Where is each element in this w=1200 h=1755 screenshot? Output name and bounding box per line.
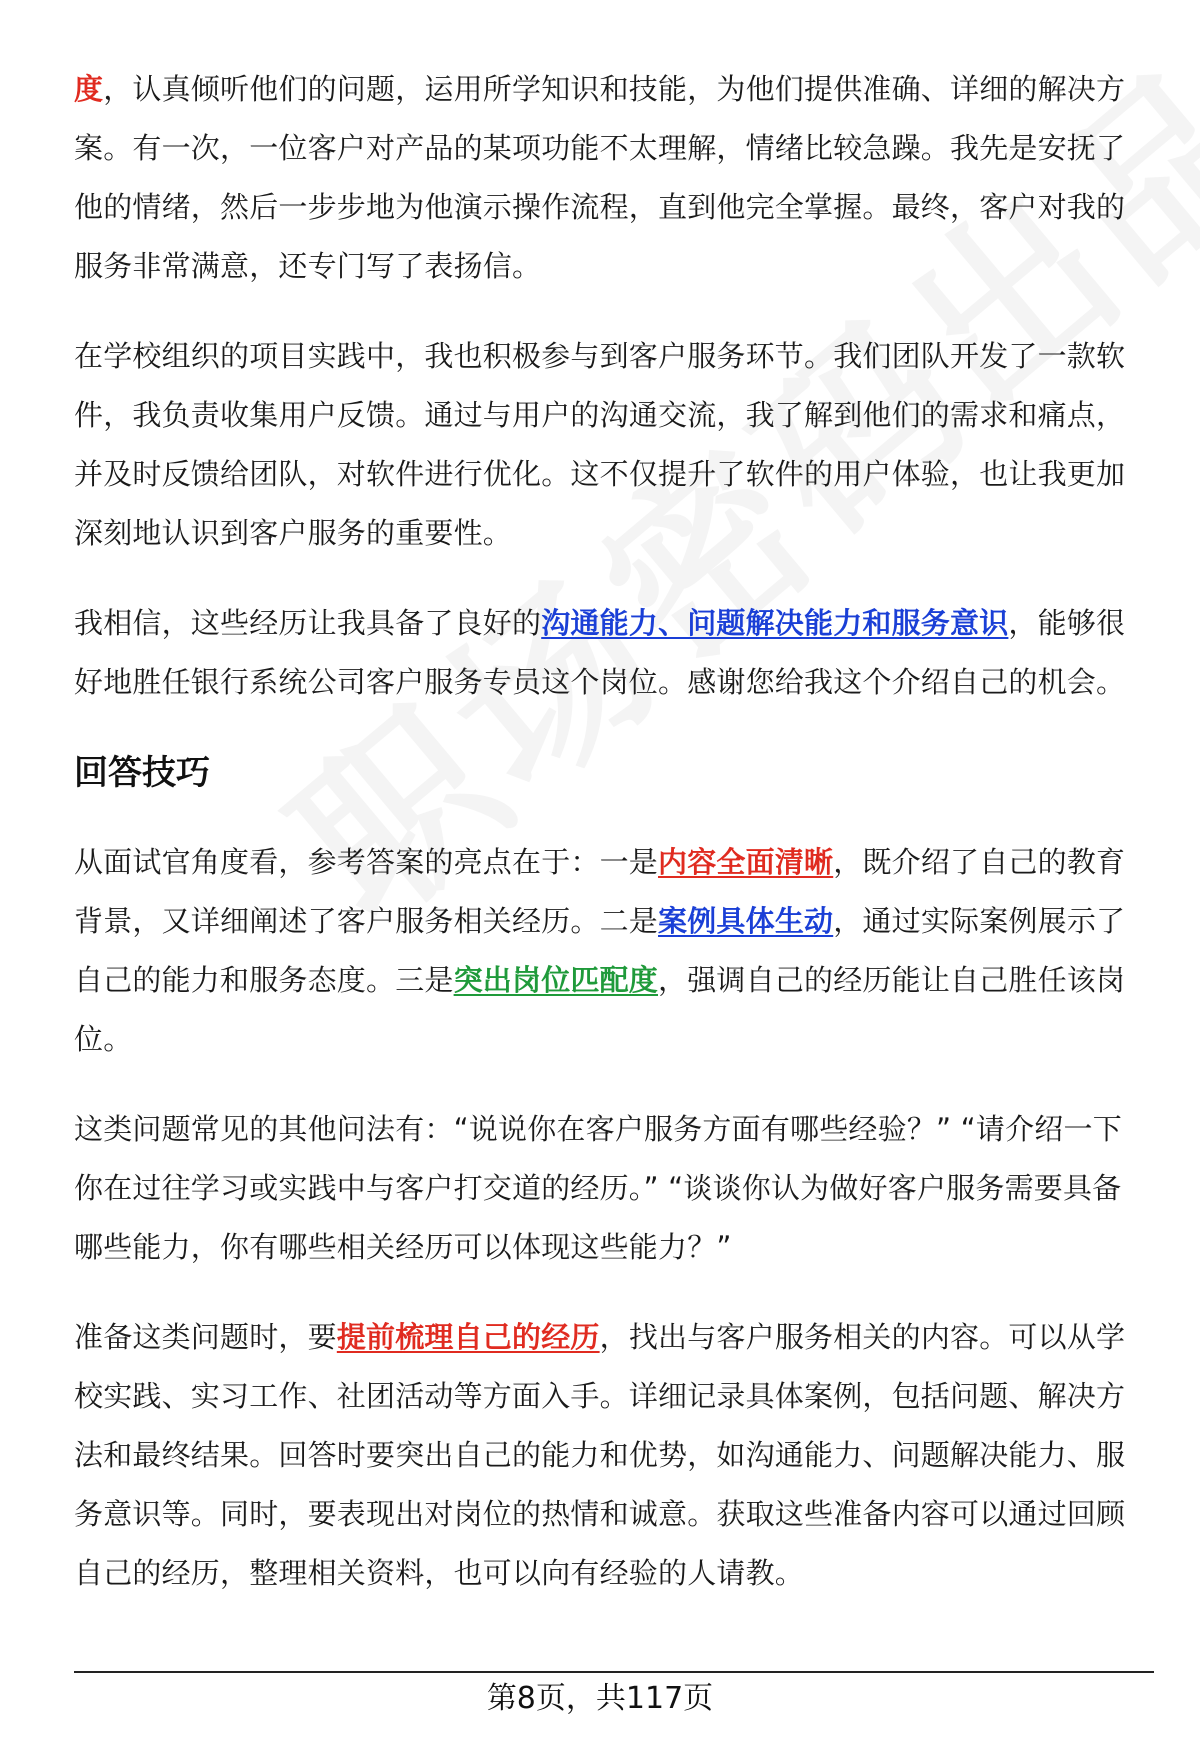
paragraph-alt-questions: 这类问题常见的其他问法有：“说说你在客户服务方面有哪些经验？” “请介绍一下你在过往学习或实践中与客户打交道的经历。” “谈谈你认为做好客户服务需要具备哪些能力，你有哪些相关经历可以体现这些能力？”	[74, 1112, 1122, 1264]
paragraph-text: 我相信，这些经历让我具备了良好的	[74, 606, 542, 640]
paragraph-text: 从面试官角度看，参考答案的亮点在于：一是	[74, 845, 659, 879]
highlight-abilities: 沟通能力、问题解决能力和服务意识	[541, 606, 1009, 640]
section-title-answer-tips: 回答技巧	[74, 753, 210, 793]
paragraph-text: ，既介绍了自己的教育背景，又详细阐述了客户服务相关经历。二是	[74, 845, 1126, 938]
page-number: 第8页，共117页	[486, 1681, 714, 1716]
highlight-job-match: 突出岗位匹配度	[453, 963, 659, 997]
paragraph-service-story	[74, 60, 1146, 296]
paragraph-project-practice: 在学校组织的项目实践中，我也积极参与到客户服务环节。我们团队开发了一款软件，我负责收集用户反馈。通过与用户的沟通交流，我了解到他们的需求和痛点，并及时反馈给团队，对软件进行优化。这不仅提升了软件的用户体验，也让我更加深刻地认识到客户服务的重要性。	[74, 339, 1126, 550]
paragraph-text: ，能够很好地胜任银行系统公司客户服务专员这个岗位。感谢您给我这个介绍自己的机会。	[74, 606, 1126, 699]
continued-word: 度	[74, 72, 104, 106]
footer-divider	[74, 1671, 1154, 1673]
highlight-review-experience: 提前梳理自己的经历	[336, 1320, 600, 1354]
paragraph-text: ，认真倾听他们的问题，运用所学知识和技能，为他们提供准确、详细的解决方案。有一次，一位客户对产品的某项功能不太理解，情绪比较急躁。我先是安抚了他的情绪，然后一步步地为他演示操作流程，直到他完全掌握。最终，客户对我的服务非常满意，还专门写了表扬信。	[74, 72, 1126, 283]
highlight-content-clear: 内容全面清晰	[658, 845, 834, 879]
paragraph-highlights	[74, 833, 1146, 1069]
paragraph-text: 准备这类问题时，要	[74, 1320, 337, 1354]
paragraph-text: ，强调自己的经历能让自己胜任该岗位。	[74, 963, 1126, 1056]
paragraph-preparation	[74, 1308, 1146, 1603]
paragraph-text: ，找出与客户服务相关的内容。可以从学校实践、实习工作、社团活动等方面入手。详细记录具体案例，包括问题、解决方法和最终结果。回答时要突出自己的能力和优势，如沟通能力、问题解决能力、服务意识等。同时，要表现出对岗位的热情和诚意。获取这些准备内容可以通过回顾自己的经历，整理相关资料，也可以向有经验的人请教。	[74, 1320, 1126, 1590]
paragraph-conclusion	[74, 594, 1146, 712]
document-body	[74, 60, 1146, 1634]
highlight-case-vivid: 案例具体生动	[658, 904, 834, 938]
paragraph-text: ，通过实际案例展示了自己的能力和服务态度。三是	[74, 904, 1126, 997]
